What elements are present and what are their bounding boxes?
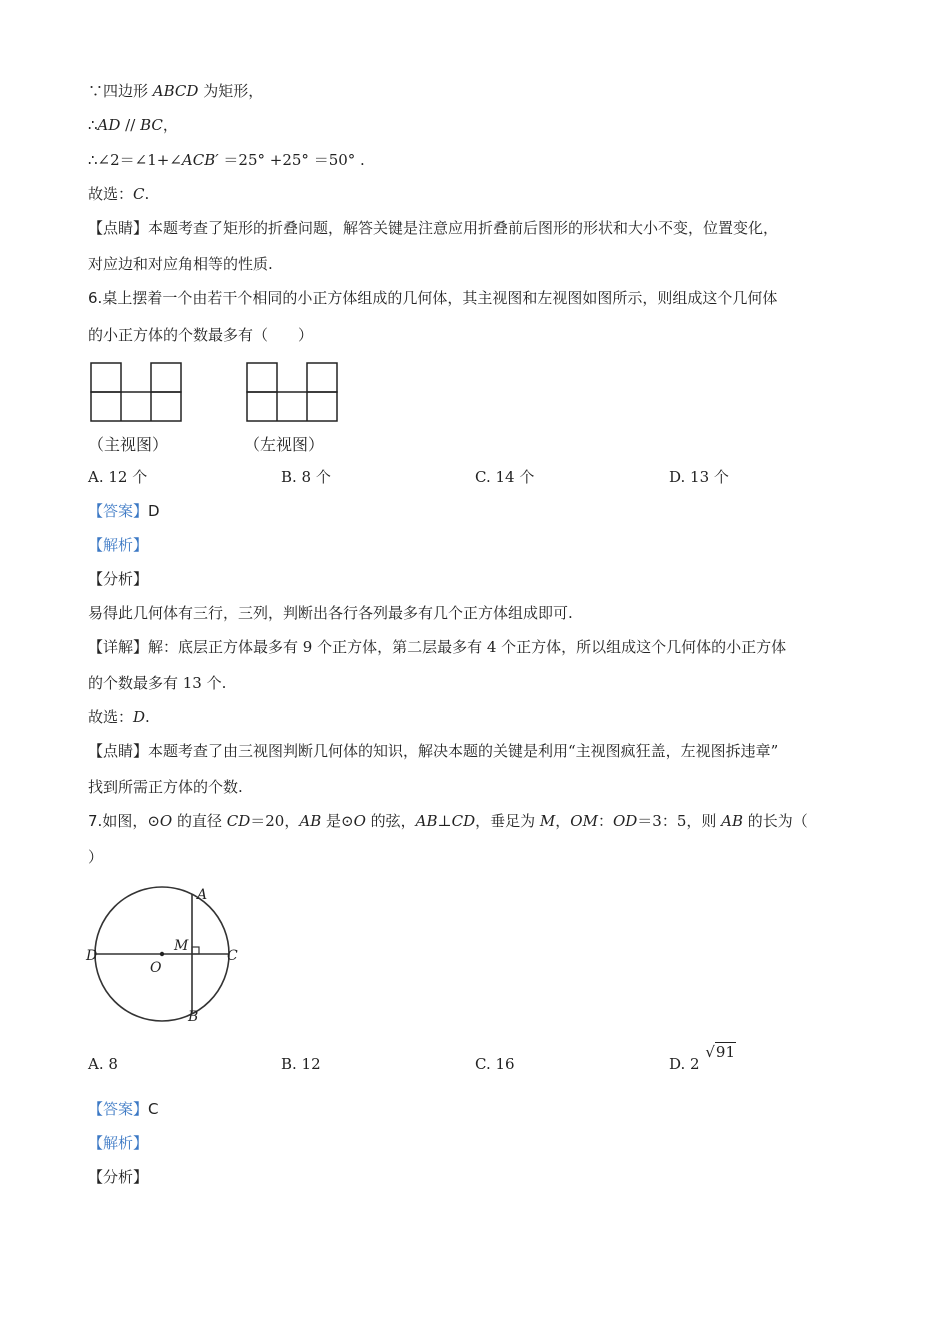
label-d: D <box>86 948 98 964</box>
q7-option-a[interactable]: A. 8 <box>88 1055 118 1073</box>
q6-fenxi-tag: 【分析】 <box>88 570 149 588</box>
prev-dianjing-2: 对应边和对应角相等的性质. <box>88 255 273 273</box>
q6-option-c[interactable]: C. 14 个 <box>475 468 535 486</box>
label-a: A <box>197 887 208 903</box>
q6-stem-2: 的小正方体的个数最多有（ ） <box>88 326 314 344</box>
right-angle-mark <box>192 947 199 954</box>
q6-option-a[interactable]: A. 12 个 <box>88 468 148 486</box>
prev-line-1: ∵四边形 ABCD 为矩形， <box>88 82 264 100</box>
q7-stem-2: ） <box>88 848 104 866</box>
label-b: B <box>188 1009 199 1025</box>
center-point <box>160 952 164 956</box>
sqrt-radicand: 91 <box>715 1043 736 1061</box>
left-view-figure <box>246 361 340 423</box>
circle-figure <box>84 884 244 1026</box>
front-view-figure <box>90 361 184 423</box>
q6-guxuan: 故选：D. <box>88 708 150 726</box>
q6-xiangjie-1: 【详解】解：底层正方体最多有 9 个正方体，第二层最多有 4 个正方体，所以组成这个几何体的小正方体 <box>88 638 787 656</box>
q6-dianjing-1: 【点睛】本题考查了由三视图判断几何体的知识，解决本题的关键是利用“主视图疯狂盖，左视图拆违章” <box>88 742 779 760</box>
q6-option-d[interactable]: D. 13 个 <box>669 468 729 486</box>
sqrt-symbol: √91 <box>705 1043 736 1061</box>
q6-dianjing-2: 找到所需正方体的个数. <box>88 778 243 796</box>
left-view-caption: （左视图） <box>244 435 325 454</box>
q7-stem-1: 7.如图，⊙O 的直径 CD＝20，AB 是⊙O 的弦，AB⊥CD，垂足为 M，OM：OD＝3：5，则 AB 的长为（ <box>88 812 808 830</box>
label-m: M <box>174 938 189 954</box>
label-c: C <box>227 948 238 964</box>
q6-xiangjie-2: 的个数最多有 13 个. <box>88 674 227 692</box>
q7-option-d[interactable] <box>669 1043 736 1074</box>
front-view-caption: （主视图） <box>88 435 169 454</box>
q7-answer: 【答案】C <box>88 1100 159 1118</box>
prev-line-2: ∴AD // BC， <box>88 116 178 134</box>
label-o: O <box>150 960 162 976</box>
q6-answer: 【答案】D <box>88 502 160 520</box>
q7-jiexi-tag: 【解析】 <box>88 1134 149 1152</box>
q6-option-b[interactable]: B. 8 个 <box>281 468 331 486</box>
q6-stem-1: 6.桌上摆着一个由若干个相同的小正方体组成的几何体，其主视图和左视图如图所示，则组成这个几何体 <box>88 289 778 307</box>
prev-line-3: ∴∠2＝∠1+∠ACB′ ＝25° +25° ＝50° . <box>88 151 365 169</box>
prev-dianjing-1: 【点睛】本题考查了矩形的折叠问题，解答关键是注意应用折叠前后图形的形状和大小不变，位置变化， <box>88 219 779 237</box>
q7-option-d-prefix: D. 2 <box>669 1055 700 1073</box>
q6-jiexi-tag: 【解析】 <box>88 536 149 554</box>
prev-guxuan: 故选：C. <box>88 185 150 203</box>
q6-fenxi-text: 易得此几何体有三行，三列，判断出各行各列最多有几个正方体组成即可. <box>88 604 573 622</box>
q7-option-b[interactable]: B. 12 <box>281 1055 321 1073</box>
q7-fenxi-tag: 【分析】 <box>88 1168 149 1186</box>
q7-option-c[interactable]: C. 16 <box>475 1055 515 1073</box>
